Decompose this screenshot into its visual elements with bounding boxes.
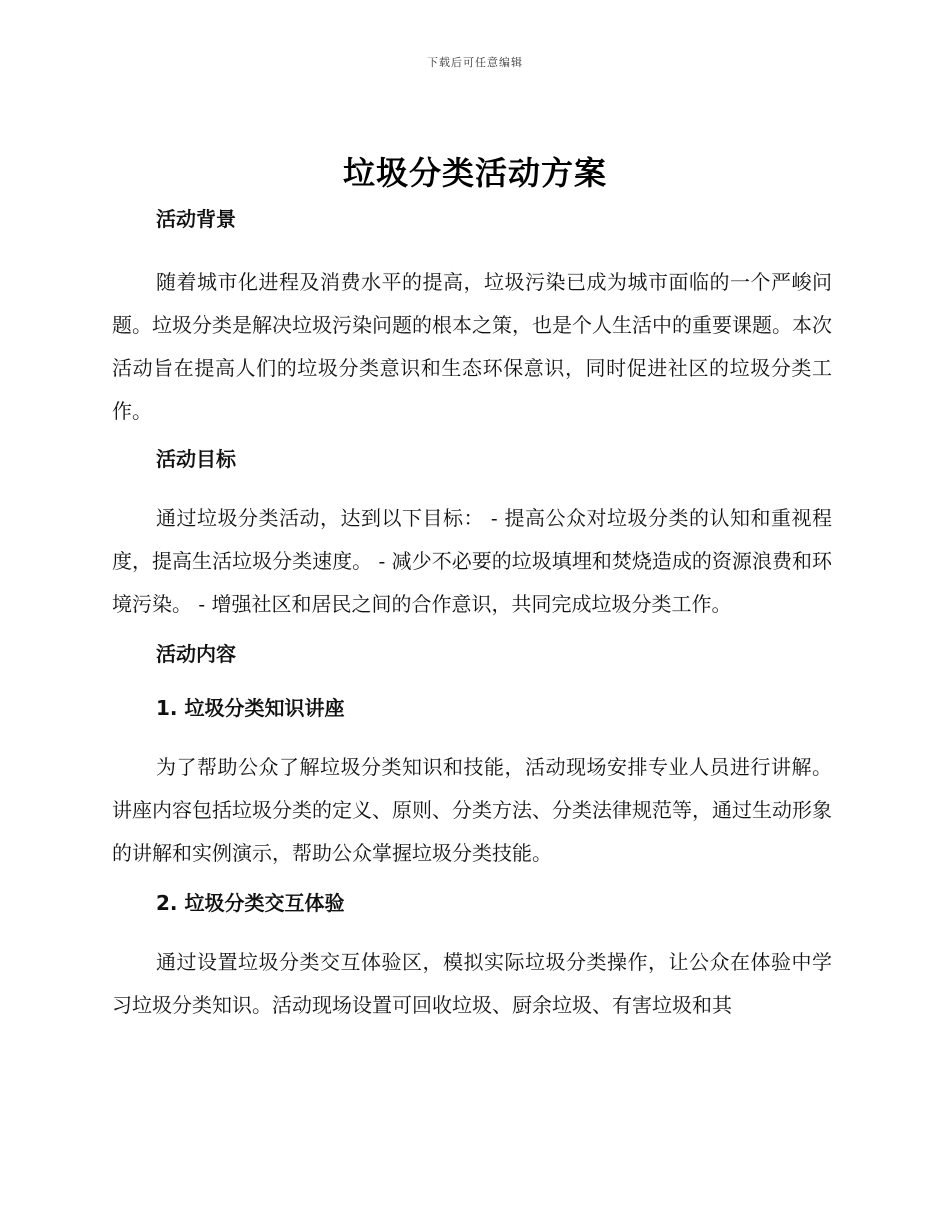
section-heading-background: 活动背景 (156, 207, 236, 231)
document-body (112, 203, 832, 1039)
paragraph-interactive: 通过设置垃圾分类交互体验区，模拟实际垃圾分类操作，让公众在体验中学习垃圾分类知识。活动现场设置可回收垃圾、厨余垃圾、有害垃圾和其 (112, 950, 832, 1017)
paragraph-background: 随着城市化进程及消费水平的提高，垃圾污染已成为城市面临的一个严峻问题。垃圾分类是解决垃圾污染问题的根本之策，也是个人生活中的重要课题。本次活动旨在提高人们的垃圾分类意识和生态环保意识，同时促进社区的垃圾分类工作。 (112, 270, 832, 423)
section-heading-goals: 活动目标 (156, 447, 236, 471)
subheading-interactive: 2. 垃圾分类交互体验 (156, 891, 345, 915)
subheading-lecture: 1. 垃圾分类知识讲座 (156, 696, 345, 720)
header-note: 下载后可任意编辑 (427, 56, 523, 69)
section-heading-content: 活动内容 (156, 642, 236, 666)
paragraph-goals: 通过垃圾分类活动，达到以下目标： - 提高公众对垃圾分类的认知和重视程度，提高生活垃圾分类速度。 - 减少不必要的垃圾填埋和焚烧造成的资源浪费和环境污染。 - 增强社区和居民之间的合作意识，共同完成垃圾分类工作。 (112, 506, 832, 616)
paragraph-lecture: 为了帮助公众了解垃圾分类知识和技能，活动现场安排专业人员进行讲解。讲座内容包括垃圾分类的定义、原则、分类方法、分类法律规范等，通过生动形象的讲解和实例演示，帮助公众掌握垃圾分类技能。 (112, 755, 832, 865)
document-title: 垃圾分类活动方案 (342, 154, 607, 192)
